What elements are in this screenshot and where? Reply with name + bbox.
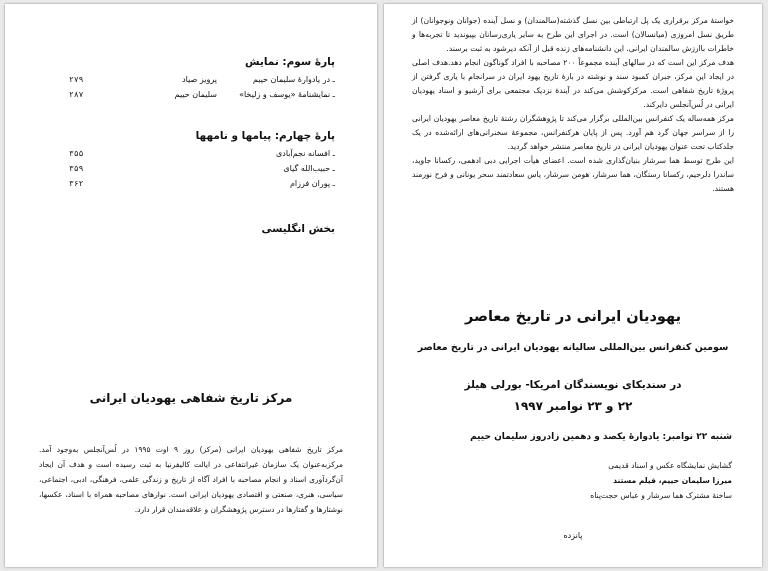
intro-paragraph: خواستهٔ مرکز برقراری یک پل ارتباطی بین نسل گذشته(سالمندان) و نسل آینده (جوانان ونوجوانان) از طریق نسل امروزی (میانسالان) است. در اجرای این طرح به سایر یاری‌رسانان بپیوندید تا تجربه‌ها و خاطرات باارزش سالمندان ایرانی. این دانشنامه‌های زنده قبل از آنکه دیرشود به ثبت برسند. bbox=[412, 16, 734, 53]
right-page bbox=[384, 4, 762, 567]
toc-part-3-heading: پارهٔ سوم: نمایش bbox=[245, 56, 335, 68]
toc-item-page: ۳۵۵ bbox=[69, 149, 84, 158]
exhibit-line: گشایش نمایشگاه عکس و اسناد قدیمی bbox=[608, 461, 732, 470]
intro-paragraph: مرکز همه‌ساله یک کنفرانس بین‌المللی برگزار می‌کند تا پژوهشگران رشتهٔ تاریخ معاصر یهودیان ایرانی را از سراسر جهان گرد هم آورد. پس از پایان هرکنفرانس، مجموعهٔ سخنرانی‌های ارائه‌شده در یک جلد‌کتاب تحت عنوان یهودیان ایرانی در تاریخ معاصر منتشر خواهد گردید. bbox=[412, 114, 734, 151]
conference-subtitle: سومین کنفرانس بین‌المللی سالیانه یهودیان ایرانی در تاریخ معاصر bbox=[417, 342, 729, 353]
book-title: یهودیان ایرانی در تاریخ معاصر bbox=[464, 309, 682, 325]
intro-paragraph: این طرح توسط هما سرشار بنیان‌گذاری شده است. اعضای هیأت اجرایی دبی ادهمی، رکسانا جاوید، ساندرا دلرحیم، رکسانا رستگان، هما سرشار، هومن سرشار، یاس سعادتمند سحر یونانی و فرح نورمند هستند. bbox=[412, 156, 734, 193]
toc-item-title: ـ افسانه نجم‌آبادی bbox=[276, 149, 335, 158]
center-description: مرکز تاریخ شفاهی یهودیان ایرانی (مرکز) روز ۹ اوت ۱۹۹۵ در لُس‌آنجلس به‌وجود آمد. مرکزبه‌عنوان یک سازمان غیرانتفاعی در ایالت کالیفرنیا به ثبت رسیده است و هدف آن ایجاد آن‌گردآوری اسناد و انجام مصاحبه با افراد آگاه از تاریخ و زندگی علمی، فرهنگی، ادبی، اجتماعی، سیاسی، هنری، صنعتی و اقتصادی یهودیان ایرانی است. نوارهای مصاحبه همراه با اسناد، عکسها، نوشتارها و گفتارها در دسترس پژوهشگران و علاقه‌مندان قرار دارد. bbox=[39, 445, 344, 514]
toc-part-3 bbox=[65, 56, 335, 102]
intro-text bbox=[412, 14, 734, 196]
toc-item-page: ۳۵۹ bbox=[69, 164, 84, 173]
toc-item-author: پرویز صیاد bbox=[182, 75, 217, 84]
left-page bbox=[5, 4, 377, 567]
english-section-heading: بخش انگلیسی bbox=[261, 223, 335, 235]
toc-item-title: ـ پوران فرزام bbox=[289, 179, 335, 188]
page-number: پانزده bbox=[563, 531, 583, 540]
toc-row bbox=[65, 87, 335, 102]
exhibit-credit-line: ساختهٔ مشترک هما سرشار و عباس حجت‌پناه bbox=[590, 491, 732, 500]
exhibit-film-line: میرزا سلیمان حییم، فیلم مستند bbox=[613, 476, 732, 485]
toc-item-author bbox=[129, 161, 217, 176]
toc-part-4-heading: پارهٔ چهارم: پیامها و نامهها bbox=[195, 130, 335, 142]
toc-item-page: ۳۶۲ bbox=[69, 179, 84, 188]
intro-paragraph: هدف مرکز این است که در سالهای آینده مجموعاً ۲۰۰ مصاحبه با افراد گوناگون انجام دهد.هدف اصلی در ایجاد این مرکز، جبران کمبود سند و نوشته در بارهٔ تاریخ یهود ایران در سرانجام با یاری گرفتن از پروژهٔ تاریخ شفاهی است. مرکزکوشش می‌کند در آیندهٔ نزدیک مجتمعی برای آرشیو و اسناد یهودیان ایرانی در لُس‌آنجلس دایرکند. bbox=[412, 58, 735, 109]
toc-item-author bbox=[129, 146, 217, 161]
toc-item-page: ۲۷۹ bbox=[69, 75, 84, 84]
toc-row bbox=[65, 161, 335, 176]
toc-row bbox=[65, 146, 335, 161]
conference-venue: در سندیکای نویسندگان امریکا- بورلی هیلز bbox=[464, 379, 682, 391]
center-title: مرکز تاریخ شفاهی یهودیان ایرانی bbox=[89, 391, 293, 405]
toc-item-page: ۲۸۷ bbox=[69, 90, 84, 99]
toc-row bbox=[65, 72, 335, 87]
event-line: شنبه ۲۲ نوامبر: یادوارهٔ یکصد و دهمین زادروز سلیمان حییم bbox=[470, 432, 732, 442]
toc-item-author bbox=[129, 176, 217, 191]
toc-part-4 bbox=[65, 130, 335, 191]
toc-item-title: ـ حبیب‌الله گیای bbox=[283, 164, 335, 173]
toc-item-author: سلیمان حییم bbox=[174, 90, 217, 99]
conference-date: ۲۲ و ۲۳ نوامبر ۱۹۹۷ bbox=[513, 399, 633, 413]
exhibit-block bbox=[432, 458, 732, 503]
toc-item-title: ـ نمایشنامهٔ «یوسف و زلیخا» bbox=[239, 90, 335, 99]
toc-item-title: ـ در یادوارهٔ سلیمان حییم bbox=[252, 75, 335, 84]
toc-row bbox=[65, 176, 335, 191]
